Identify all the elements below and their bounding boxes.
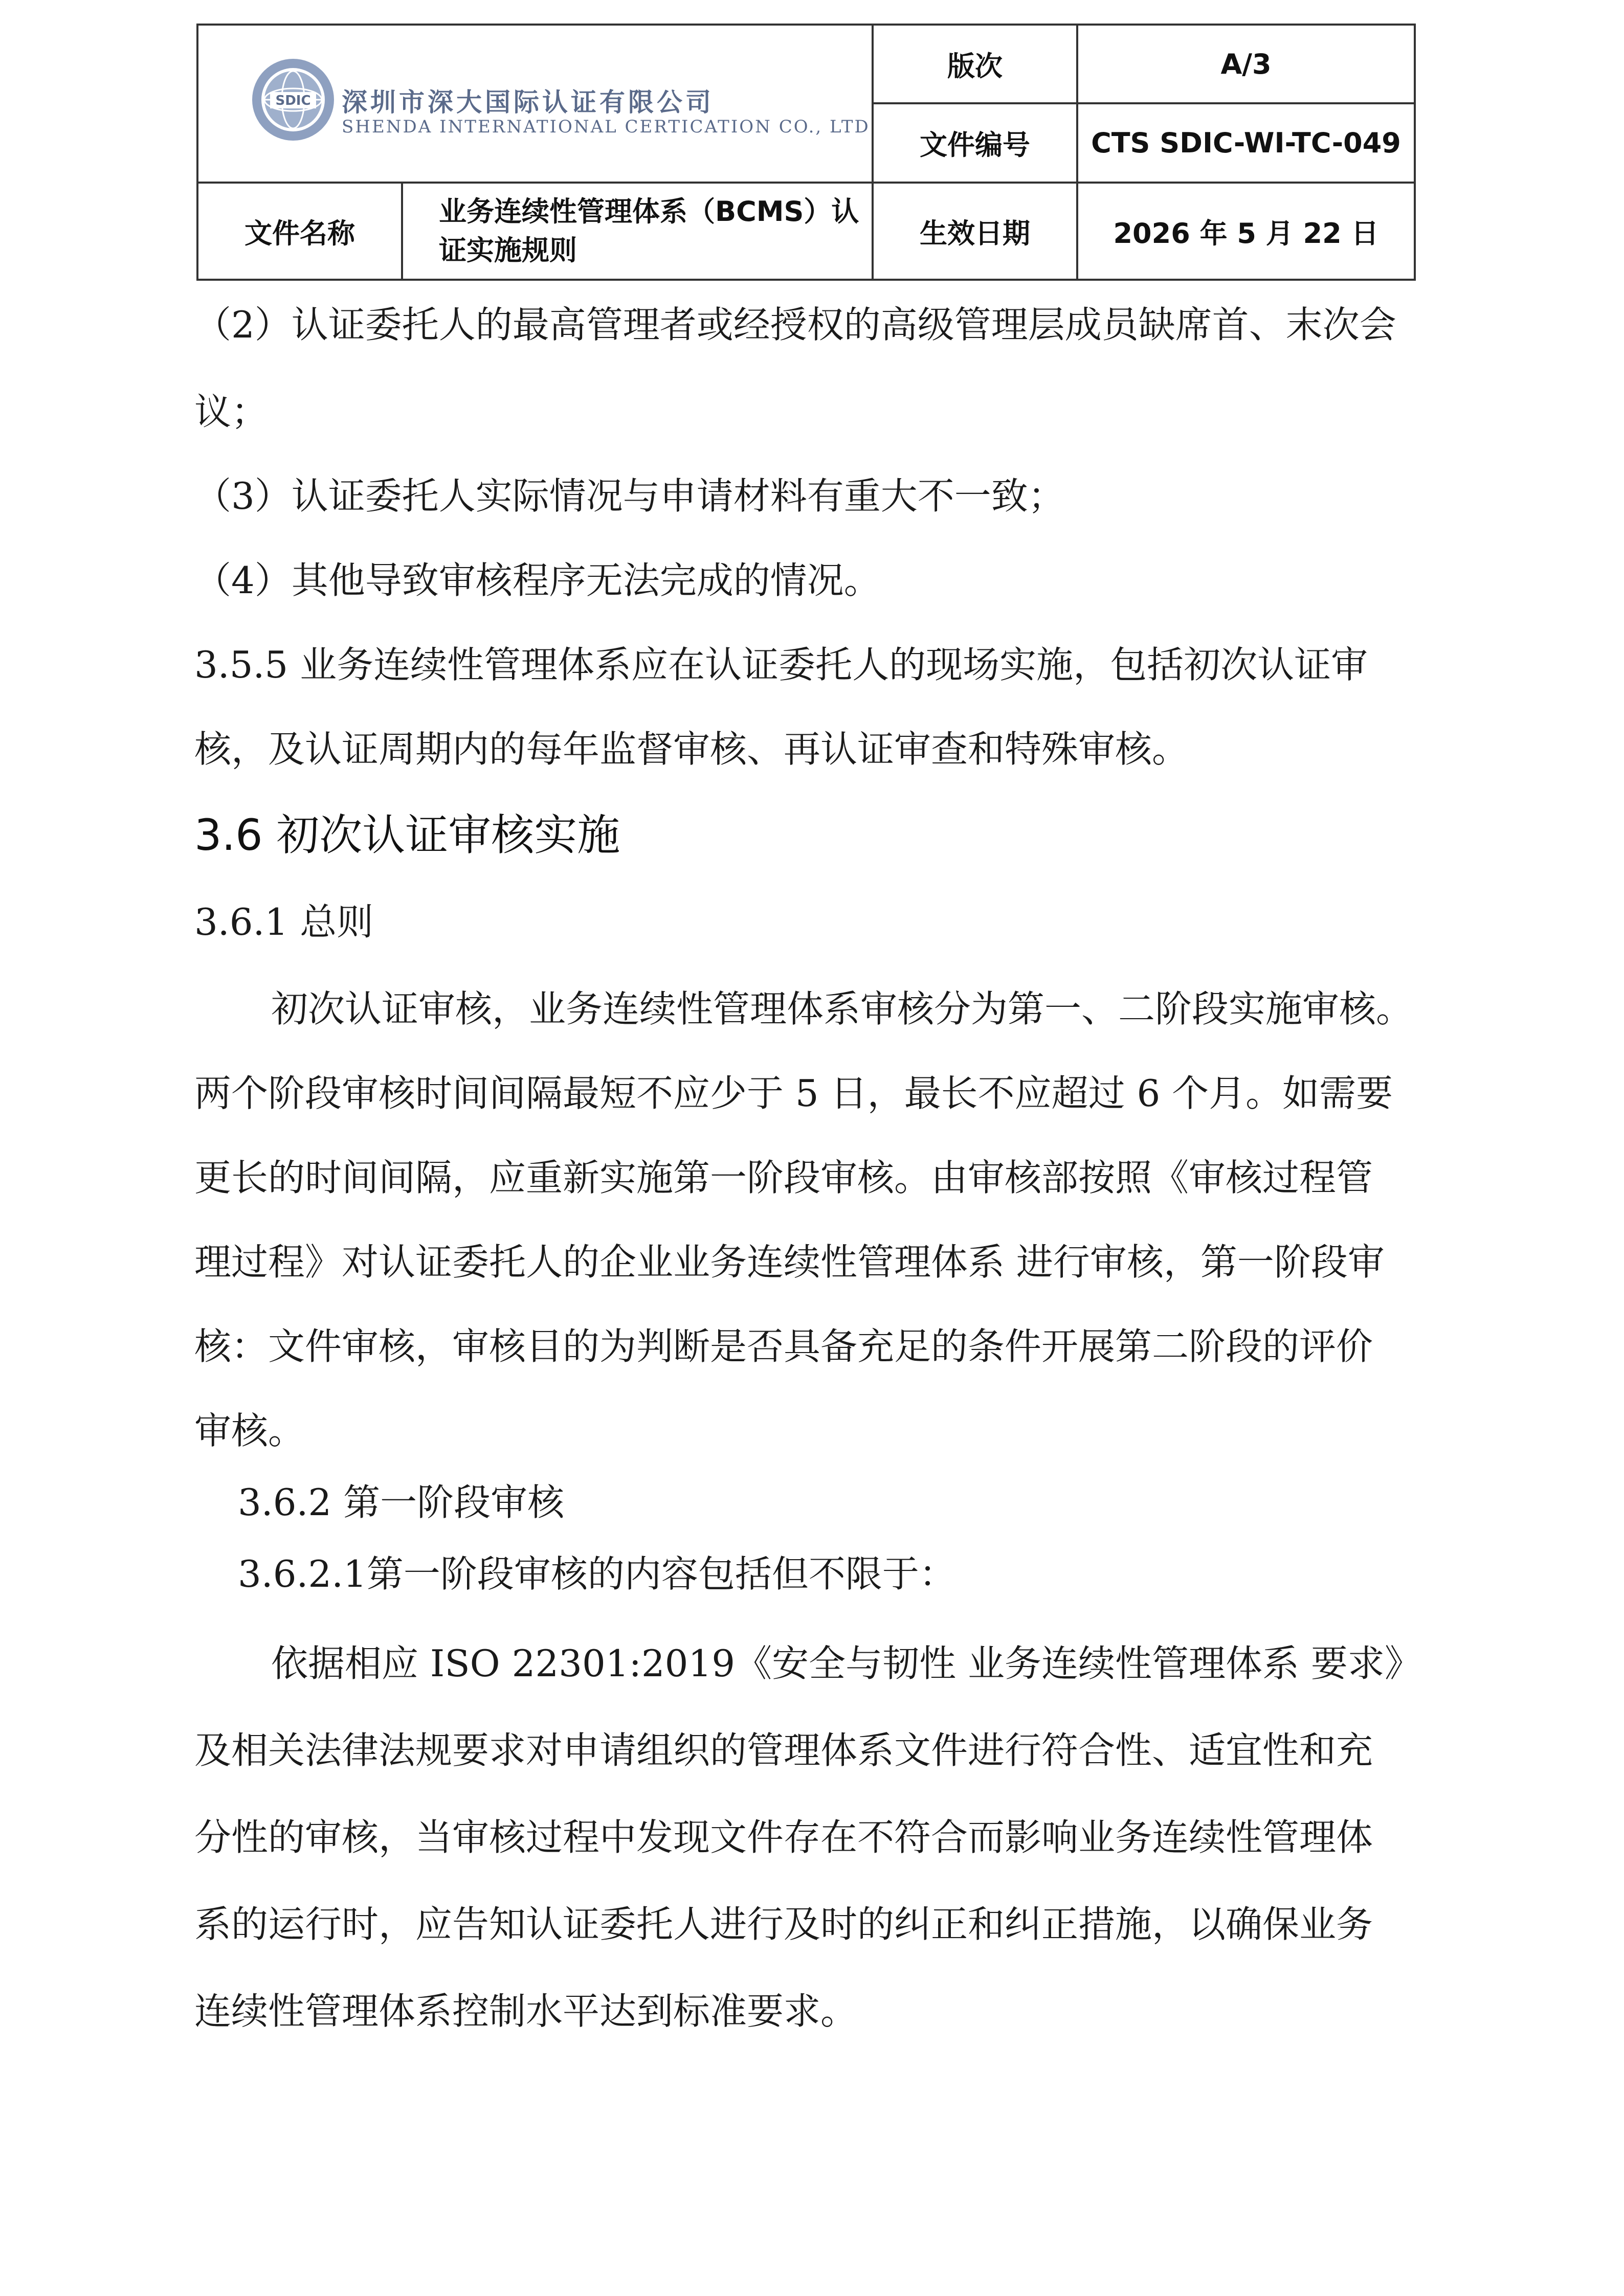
paragraph-line: 依据相应 ISO 22301:2019《安全与韧性 业务连续性管理体系 要求》 [271, 1642, 1421, 1685]
paragraph-line: 更长的时间间隔，应重新实施第一阶段审核。由审核部按照《审核过程管 [194, 1156, 1373, 1199]
company-logo [244, 56, 879, 174]
docname-line-2: 证实施规则 [439, 234, 577, 266]
subsection-title: 3.6.1 总则 [194, 901, 374, 943]
effdate-label: 生效日期 [920, 217, 1030, 250]
version-label: 版次 [947, 50, 1003, 82]
docno-label: 文件编号 [920, 129, 1030, 161]
paragraph-line: （4）其他导致审核程序无法完成的情况。 [194, 559, 881, 602]
docname-line-1: 业务连续性管理体系（BCMS）认 [439, 195, 859, 228]
header-table [196, 24, 1416, 281]
paragraph-line: （3）认证委托人实际情况与申请材料有重大不一致； [194, 475, 1065, 517]
sdic-seal-icon [250, 56, 337, 143]
docname-label: 文件名称 [244, 217, 355, 250]
svg-text:SDIC: SDIC [275, 93, 311, 108]
paragraph-line: 及相关法律法规要求对申请组织的管理体系文件进行符合性、适宜性和充 [194, 1729, 1373, 1772]
docname-value [403, 184, 872, 279]
section-heading: 3.6 初次认证审核实施 [194, 810, 620, 860]
subsection-title: 3.6.2.1第一阶段审核的内容包括但不限于： [238, 1552, 956, 1595]
paragraph-line: （2）认证委托人的最高管理者或经授权的高级管理层成员缺席首、末次会 [194, 303, 1396, 346]
company-name-en: SHENDA INTERNATIONAL CERTICATION CO., LTD [342, 117, 870, 137]
paragraph-line: 两个阶段审核时间间隔最短不应少于 5 日，最长不应超过 6 个月。如需要 [194, 1072, 1393, 1115]
paragraph-line: 审核。 [194, 1409, 305, 1452]
company-name-cn: 深圳市深大国际认证有限公司 [342, 87, 714, 117]
version-value: A/3 [1220, 48, 1272, 80]
paragraph-line: 理过程》对认证委托人的企业业务连续性管理体系 进行审核，第一阶段审 [194, 1241, 1385, 1284]
paragraph-line: 初次认证审核，业务连续性管理体系审核分为第一、二阶段实施审核。 [271, 987, 1413, 1030]
subsection-title: 3.6.2 第一阶段审核 [238, 1481, 565, 1524]
paragraph-line: 分性的审核，当审核过程中发现文件存在不符合而影响业务连续性管理体 [194, 1816, 1373, 1859]
paragraph-line: 3.5.5 业务连续性管理体系应在认证委托人的现场实施，包括初次认证审 [194, 643, 1368, 686]
docno-value: CTS SDIC-WI-TC-049 [1091, 127, 1401, 159]
paragraph-line: 连续性管理体系控制水平达到标准要求。 [194, 1990, 858, 2033]
paragraph-line: 核，及认证周期内的每年监督审核、再认证审查和特殊审核。 [194, 728, 1189, 771]
paragraph-line: 系的运行时，应告知认证委托人进行及时的纠正和纠正措施，以确保业务 [194, 1903, 1373, 1946]
paragraph-line: 核：文件审核，审核目的为判断是否具备充足的条件开展第二阶段的评价 [194, 1325, 1373, 1368]
paragraph-line: 议； [194, 390, 269, 433]
effdate-value: 2026 年 5 月 22 日 [1113, 217, 1379, 250]
